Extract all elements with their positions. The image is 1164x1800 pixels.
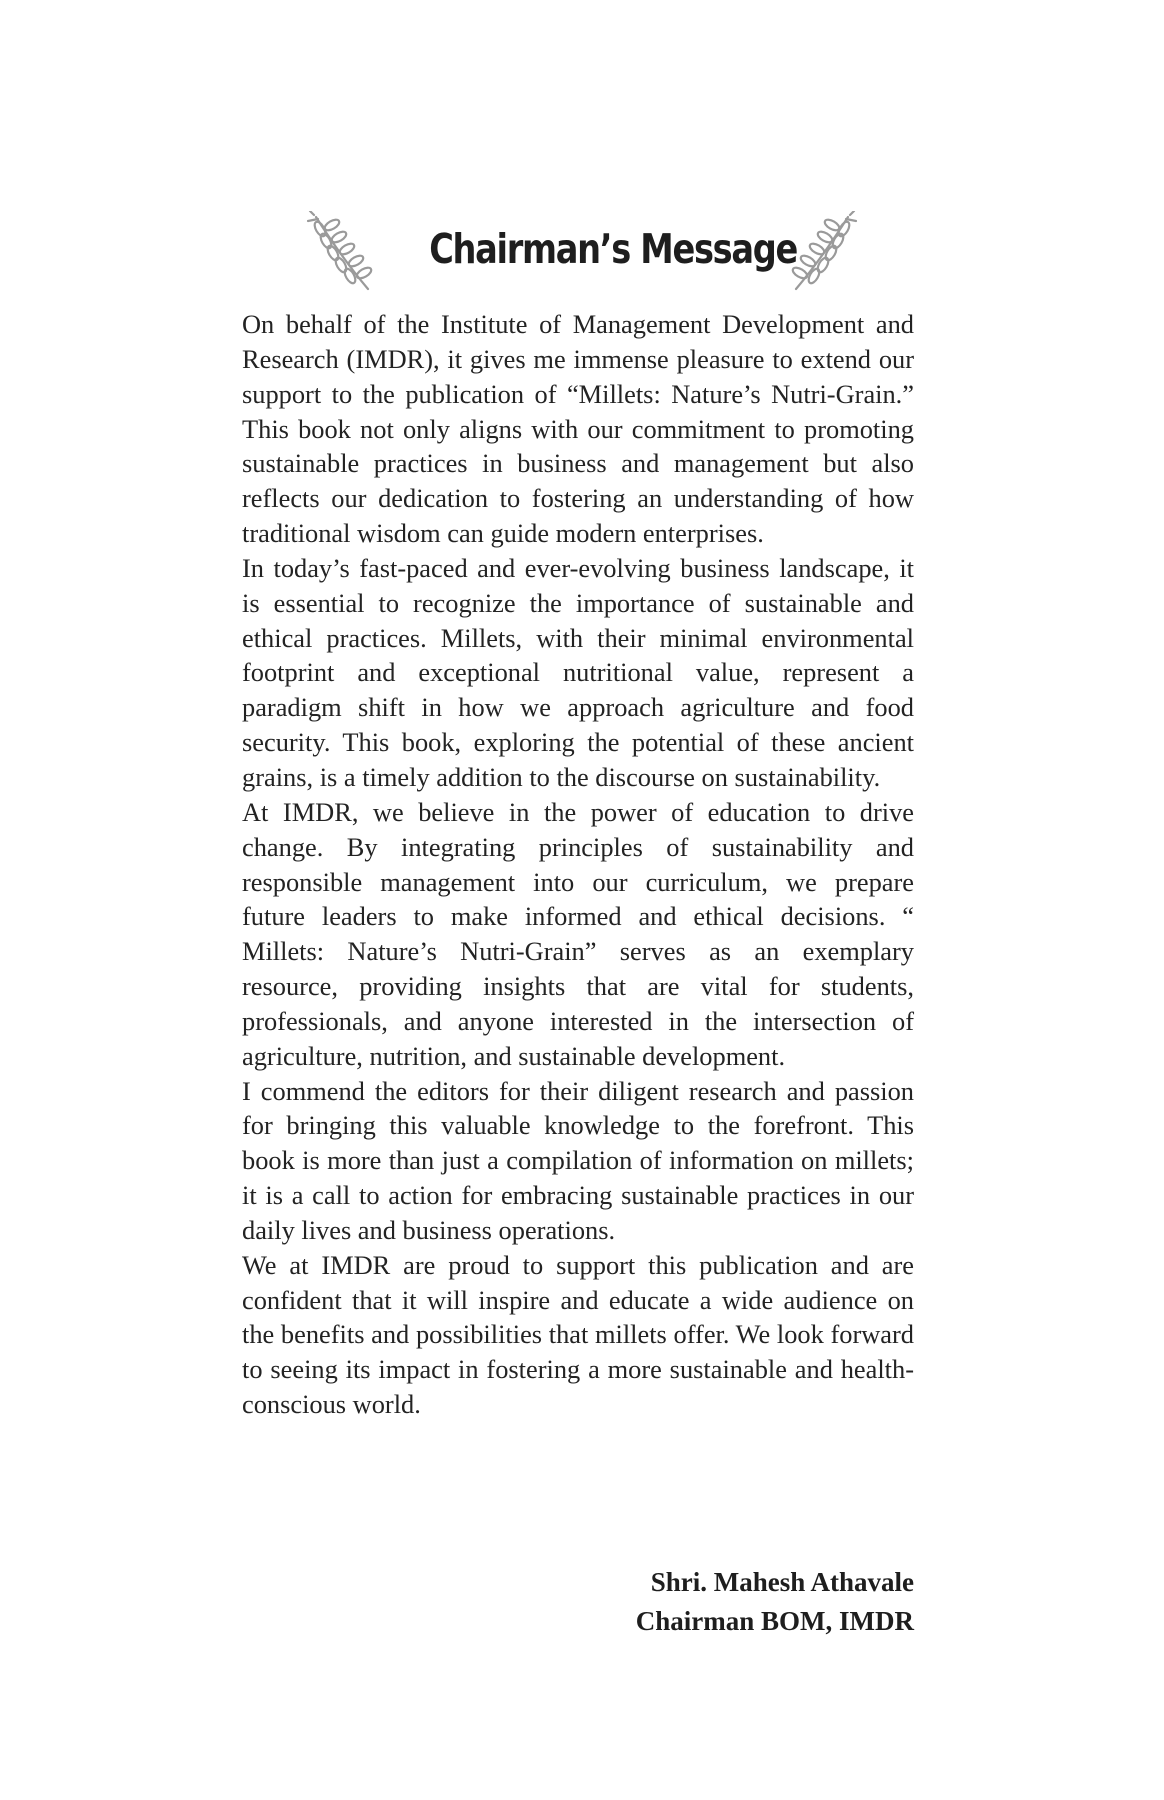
message-body	[242, 307, 914, 1422]
wheat-icon	[780, 211, 858, 293]
paragraph-1: On behalf of the Institute of Management Development and Research (IMDR), it gives me immense pleasure to extend our support to the publication of “Millets: Nature’s Nutri-Grain.” This book not only aligns with our commitment to promoting sustainable practices in business and management but also reflects our dedication to fostering an understanding of how traditional wisdom can guide modern enterprises.	[242, 309, 914, 549]
paragraph-5: We at IMDR are proud to support this publication and are confident that it will inspire and educate a wide audience on the benefits and possibilities that millets offer. We look forward to seeing its impact in fostering a more sustainable and health-conscious world.	[242, 1249, 914, 1420]
paragraph-2: In today’s fast-paced and ever-evolving business landscape, it is essential to recognize the importance of sustainable and ethical practices. Millets, with their minimal environmental footprint and exceptional nutritional value, represent a paradigm shift in how we approach agriculture and food security. This book, exploring the potential of these ancient grains, is a timely addition to the discourse on sustainability.	[242, 552, 914, 792]
signatory-designation: Chairman BOM, IMDR	[635, 1606, 914, 1636]
paragraph-4: I commend the editors for their diligent research and passion for bringing this valuable knowledge to the forefront. This book is more than just a compilation of information on millets; it is a call to action for embracing sustainable practices in our daily lives and business operations.	[242, 1075, 914, 1245]
page-title: Chairman’s Message	[429, 225, 797, 273]
signature-block	[636, 1563, 914, 1641]
paragraph-3: At IMDR, we believe in the power of education to drive change. By integrating principles of sustainability and responsible management into our curriculum, we prepare future leaders to make informed and ethical decisions. “ Millets: Nature’s Nutri-Grain” serves as an exemplary resource, providing insights that are vital for students, professionals, and anyone interested in the intersection of agriculture, nutrition, and sustainable development.	[242, 796, 914, 1071]
title-row	[0, 205, 1164, 295]
wheat-icon	[306, 211, 384, 293]
signatory-name: Shri. Mahesh Athavale	[650, 1567, 914, 1597]
